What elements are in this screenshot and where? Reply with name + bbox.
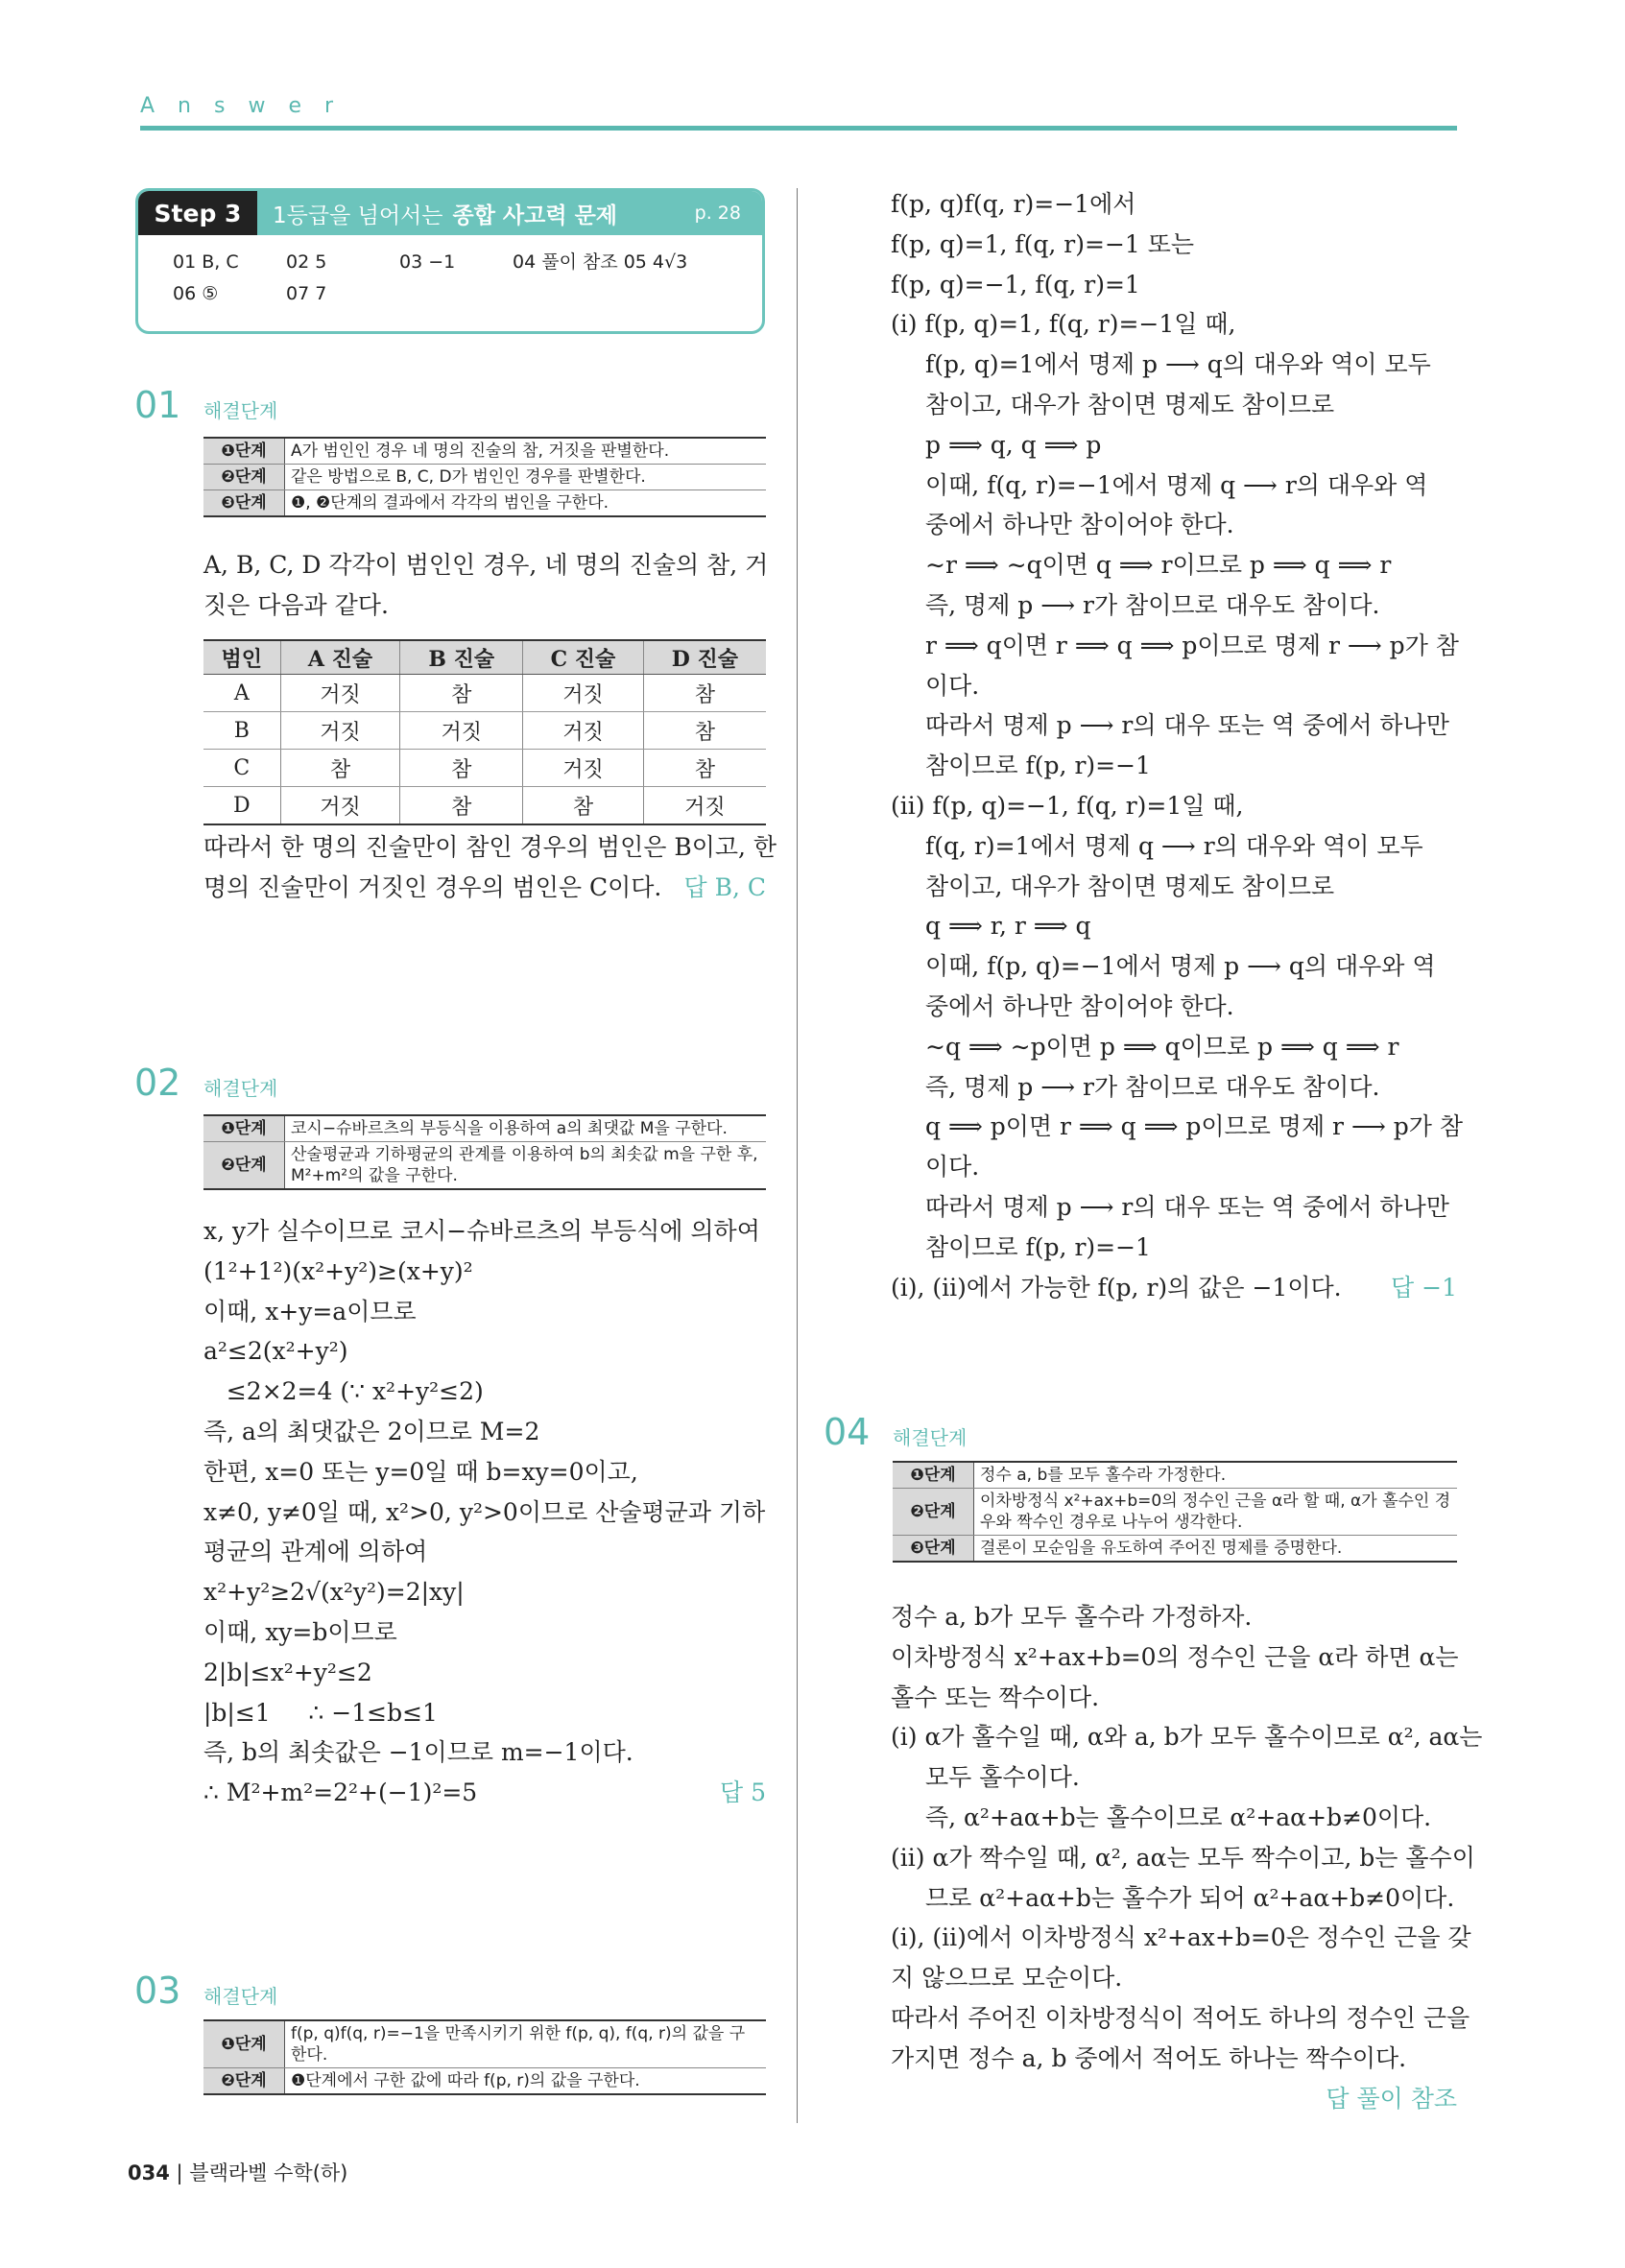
answer-mark: 답 풀이 참조 — [1326, 2084, 1457, 2113]
truth-cell: 거짓 — [280, 787, 400, 825]
column-divider — [797, 188, 798, 2123]
text-line: 즉, α²+aα+b는 홀수이므로 α²+aα+b≠0이다. — [925, 1802, 1432, 1831]
text-line: (1²+1²)(x²+y²)≥(x+y)² — [203, 1256, 473, 1285]
truth-table — [203, 639, 766, 825]
truth-cell: 거짓 — [643, 787, 766, 825]
truth-cell: 거짓 — [280, 712, 400, 750]
page-number: 034 — [128, 2161, 170, 2184]
quick-answer: 03 −1 — [399, 251, 456, 273]
truth-table-row — [203, 787, 766, 825]
text-line: 지 않으므로 모순이다. — [891, 1964, 1123, 1993]
truth-cell: 거짓 — [523, 750, 644, 787]
stage-text: A가 범인인 경우 네 명의 진술의 참, 거짓을 판별한다. — [285, 438, 767, 465]
text-line: 따라서 명제 p ⟶ r의 대우 또는 역 중에서 하나만 — [925, 1192, 1449, 1221]
stage-text: 정수 a, b를 모두 홀수라 가정한다. — [974, 1462, 1458, 1489]
stage-text: 같은 방법으로 B, C, D가 범인인 경우를 판별한다. — [285, 465, 767, 490]
text-line: (i), (ii)에서 가능한 f(p, r)의 값은 −1이다. — [891, 1273, 1342, 1301]
quick-answer: 04 풀이 참조 05 4√3 — [513, 251, 688, 273]
truth-table-row — [203, 712, 766, 750]
stage-text: 코시−슈바르츠의 부등식을 이용하여 a의 최댓값 M을 구한다. — [285, 1115, 767, 1142]
truth-cell: 참 — [643, 750, 766, 787]
quick-answer: 01 B, C — [173, 251, 239, 273]
truth-table-row — [203, 675, 766, 712]
stage-step: ❷단계 — [203, 465, 285, 490]
section-02-label: 해결단계 — [203, 1077, 278, 1100]
text-line: ≤2×2=4 (∵ x²+y²≤2) — [203, 1377, 484, 1406]
stage-row — [893, 1536, 1457, 1563]
text-line: q ⟹ r, r ⟹ q — [925, 912, 1091, 941]
stage-row — [893, 1462, 1457, 1489]
truth-header-cell: D 진술 — [643, 640, 766, 675]
truth-cell: 참 — [643, 712, 766, 750]
section-03-solution — [891, 184, 1463, 1307]
quick-answers-row — [173, 278, 762, 310]
section-04-number: 04 — [824, 1411, 871, 1453]
text-line: |b|≤1 ∴ −1≤b≤1 — [203, 1698, 438, 1727]
section-04-stage-table — [893, 1461, 1457, 1563]
truth-cell: 거짓 — [400, 712, 523, 750]
text-line: f(p, q)=1에서 명제 p ⟶ q의 대우와 역이 모두 — [925, 350, 1431, 379]
text-line: 명의 진술만이 거짓인 경우의 범인은 C이다. — [203, 872, 662, 901]
text-line: 참이므로 f(p, r)=−1 — [925, 1232, 1151, 1261]
text-line: (i) α가 홀수일 때, α와 a, b가 모두 홀수이므로 α², aα는 — [891, 1723, 1483, 1752]
text-line: 이때, f(p, q)=−1에서 명제 p ⟶ q의 대우와 역 — [925, 952, 1436, 981]
answer-mark: 답 5 — [719, 1779, 766, 1807]
stage-step: ❷단계 — [893, 1489, 974, 1536]
section-02-number: 02 — [134, 1062, 181, 1104]
quick-answer: 06 ⑤ — [173, 283, 219, 304]
text-line: (ii) α가 짝수일 때, α², aα는 모두 짝수이고, b는 홀수이 — [891, 1843, 1475, 1872]
truth-cell: 참 — [280, 750, 400, 787]
truth-cell: B — [203, 712, 280, 750]
stage-row — [203, 1142, 766, 1190]
text-line: 중에서 하나만 참이어야 한다. — [925, 991, 1234, 1020]
truth-table-header — [203, 640, 766, 675]
text-line: 이다. — [925, 1153, 980, 1182]
answer-line — [891, 2079, 1457, 2119]
text-line: 이때, f(q, r)=−1에서 명제 q ⟶ r의 대우와 역 — [925, 470, 1428, 499]
text-line: x, y가 실수이므로 코시−슈바르츠의 부등식에 의하여 — [203, 1217, 760, 1245]
truth-cell: 참 — [643, 675, 766, 712]
text-line: 므로 α²+aα+b는 홀수가 되어 α²+aα+b≠0이다. — [925, 1883, 1455, 1912]
text-line: 참이고, 대우가 참이면 명제도 참이므로 — [925, 390, 1335, 418]
stage-text: 결론이 모순임을 유도하여 주어진 명제를 증명한다. — [974, 1536, 1458, 1563]
text-line: ∼q ⟹ ∼p이면 p ⟹ q이므로 p ⟹ q ⟹ r — [925, 1032, 1399, 1061]
text-line-with-answer — [203, 868, 766, 908]
text-line: f(p, q)=1, f(q, r)=−1 또는 — [891, 229, 1195, 258]
text-line: 이때, xy=b이므로 — [203, 1617, 397, 1646]
text-line: r ⟹ q이면 r ⟹ q ⟹ p이므로 명제 r ⟶ p가 참 — [925, 631, 1459, 659]
text-line: a²≤2(x²+y²) — [203, 1337, 348, 1366]
stage-step: ❶단계 — [203, 1115, 285, 1142]
text-line: 따라서 주어진 이차방정식이 적어도 하나의 정수인 근을 — [891, 2003, 1470, 2032]
stage-text: 이차방정식 x²+ax+b=0의 정수인 근을 α라 할 때, α가 홀수인 경우와 짝수인 경우로 나누어 생각한다. — [974, 1489, 1458, 1536]
text-line: ∼r ⟹ ∼q이면 q ⟹ r이므로 p ⟹ q ⟹ r — [925, 551, 1392, 580]
text-line: 이차방정식 x²+ax+b=0의 정수인 근을 α라 하면 α는 — [891, 1642, 1459, 1671]
text-line: 짓은 다음과 같다. — [203, 590, 389, 619]
stage-step: ❶단계 — [893, 1462, 974, 1489]
stage-step: ❸단계 — [203, 490, 285, 517]
text-line: f(q, r)=1에서 명제 q ⟶ r의 대우와 역이 모두 — [925, 831, 1423, 860]
stage-row — [203, 1115, 766, 1142]
text-line-with-answer — [891, 1268, 1457, 1308]
answer-header-label: Answer — [140, 94, 357, 118]
text-line: (i) f(p, q)=1, f(q, r)=−1일 때, — [891, 310, 1236, 339]
stage-step: ❷단계 — [203, 1142, 285, 1190]
text-line: 따라서 한 명의 진술만이 참인 경우의 범인은 B이고, 한 — [203, 833, 777, 861]
section-04-solution — [891, 1597, 1483, 2118]
section-02-stage-table — [203, 1114, 766, 1190]
stage-row — [203, 2020, 766, 2068]
section-03-number: 03 — [134, 1970, 181, 2012]
answer-mark: 답 −1 — [1391, 1273, 1457, 1301]
text-line: 이다. — [925, 671, 980, 700]
truth-header-cell: A 진술 — [280, 640, 400, 675]
step-page-ref: p. 28 — [694, 203, 741, 224]
page-footer — [128, 2158, 347, 2186]
quick-answer: 02 5 — [286, 251, 327, 273]
truth-cell: D — [203, 787, 280, 825]
stage-step: ❶단계 — [203, 438, 285, 465]
text-line: 한편, x=0 또는 y=0일 때 b=xy=0이고, — [203, 1457, 638, 1486]
stage-row — [203, 2068, 766, 2095]
text-line: 즉, a의 최댓값은 2이므로 M=2 — [203, 1417, 540, 1445]
section-01-number: 01 — [134, 384, 181, 426]
step-answer-box — [135, 188, 765, 334]
section-03-label: 해결단계 — [203, 1985, 278, 2008]
quick-answers — [138, 235, 762, 310]
step-title-bold: 종합 사고력 문제 — [452, 203, 618, 228]
truth-cell: 거짓 — [523, 712, 644, 750]
text-line: (ii) f(p, q)=−1, f(q, r)=1일 때, — [891, 791, 1244, 820]
stage-step: ❸단계 — [893, 1536, 974, 1563]
header-rule — [140, 126, 1457, 131]
text-line: p ⟹ q, q ⟹ p — [925, 430, 1102, 459]
truth-header-cell: 범인 — [203, 640, 280, 675]
section-03-stage-table — [203, 2019, 766, 2095]
section-02-solution — [203, 1211, 766, 1813]
section-01-conclusion — [203, 827, 777, 908]
stage-row — [203, 490, 766, 517]
text-line: ∴ M²+m²=2²+(−1)²=5 — [203, 1779, 478, 1807]
text-line: x≠0, y≠0일 때, x²>0, y²>0이므로 산술평균과 기하 — [203, 1497, 766, 1526]
text-line: 홀수 또는 짝수이다. — [891, 1683, 1100, 1711]
quick-answer: 07 7 — [286, 283, 327, 304]
text-line: f(p, q)f(q, r)=−1에서 — [891, 190, 1136, 218]
truth-cell: 거짓 — [280, 675, 400, 712]
text-line: 즉, 명제 p ⟶ r가 참이므로 대우도 참이다. — [925, 590, 1380, 619]
stage-text: ❶, ❷단계의 결과에서 각각의 범인을 구한다. — [285, 490, 767, 517]
footer-separator: | — [176, 2161, 190, 2184]
truth-cell: C — [203, 750, 280, 787]
step-header — [138, 191, 762, 235]
truth-header-cell: B 진술 — [400, 640, 523, 675]
text-line: x²+y²≥2√(x²y²)=2|xy| — [203, 1578, 465, 1607]
truth-table-row — [203, 750, 766, 787]
truth-cell: 참 — [523, 787, 644, 825]
step-title — [257, 191, 762, 235]
text-line: 모두 홀수이다. — [925, 1763, 1080, 1792]
stage-row — [203, 438, 766, 465]
text-line: 정수 a, b가 모두 홀수라 가정하자. — [891, 1603, 1253, 1631]
truth-cell: 거짓 — [523, 675, 644, 712]
stage-text: f(p, q)f(q, r)=−1을 만족시키기 위한 f(p, q), f(q, r)의 값을 구한다. — [285, 2020, 767, 2068]
text-line: (i), (ii)에서 이차방정식 x²+ax+b=0은 정수인 근을 갖 — [891, 1923, 1471, 1952]
stage-row — [203, 465, 766, 490]
quick-answers-row — [173, 247, 762, 278]
section-04-label: 해결단계 — [893, 1426, 968, 1449]
section-01-label: 해결단계 — [203, 399, 278, 422]
text-line: 즉, b의 최솟값은 −1이므로 m=−1이다. — [203, 1738, 633, 1767]
stage-text: 산술평균과 기하평균의 관계를 이용하여 b의 최솟값 m을 구한 후, M²+m²의 값을 구한다. — [285, 1142, 767, 1190]
answer-mark: 답 B, C — [683, 872, 766, 901]
stage-step: ❶단계 — [203, 2020, 285, 2068]
text-line: 따라서 명제 p ⟶ r의 대우 또는 역 중에서 하나만 — [925, 711, 1449, 740]
section-01-intro — [203, 545, 768, 626]
text-line: A, B, C, D 각각이 범인인 경우, 네 명의 진술의 참, 거 — [203, 551, 769, 579]
text-line: 가지면 정수 a, b 중에서 적어도 하나는 짝수이다. — [891, 2043, 1407, 2072]
text-line: f(p, q)=−1, f(q, r)=1 — [891, 270, 1140, 298]
stage-text: ❶단계에서 구한 값에 따라 f(p, r)의 값을 구한다. — [285, 2068, 767, 2095]
text-line: 즉, 명제 p ⟶ r가 참이므로 대우도 참이다. — [925, 1072, 1380, 1101]
section-01-stage-table — [203, 437, 766, 517]
text-line: q ⟹ p이면 r ⟹ q ⟹ p이므로 명제 r ⟶ p가 참 — [925, 1112, 1463, 1141]
text-line: 중에서 하나만 참이어야 한다. — [925, 511, 1234, 539]
truth-cell: 참 — [400, 787, 523, 825]
book-title: 블랙라벨 수학(하) — [189, 2161, 348, 2184]
text-line: 참이고, 대우가 참이면 명제도 참이므로 — [925, 871, 1335, 900]
text-line: 이때, x+y=a이므로 — [203, 1297, 417, 1325]
truth-cell: A — [203, 675, 280, 712]
text-line-with-answer — [203, 1773, 766, 1813]
stage-step: ❷단계 — [203, 2068, 285, 2095]
text-line: 참이므로 f(p, r)=−1 — [925, 752, 1151, 780]
text-line: 평균의 관계에 의하여 — [203, 1538, 428, 1566]
step-tag: Step 3 — [138, 191, 257, 235]
truth-header-cell: C 진술 — [523, 640, 644, 675]
stage-row — [893, 1489, 1457, 1536]
step-title-prefix: 1등급을 넘어서는 — [273, 203, 443, 228]
text-line: 2|b|≤x²+y²≤2 — [203, 1658, 372, 1686]
truth-cell: 참 — [400, 750, 523, 787]
truth-cell: 참 — [400, 675, 523, 712]
